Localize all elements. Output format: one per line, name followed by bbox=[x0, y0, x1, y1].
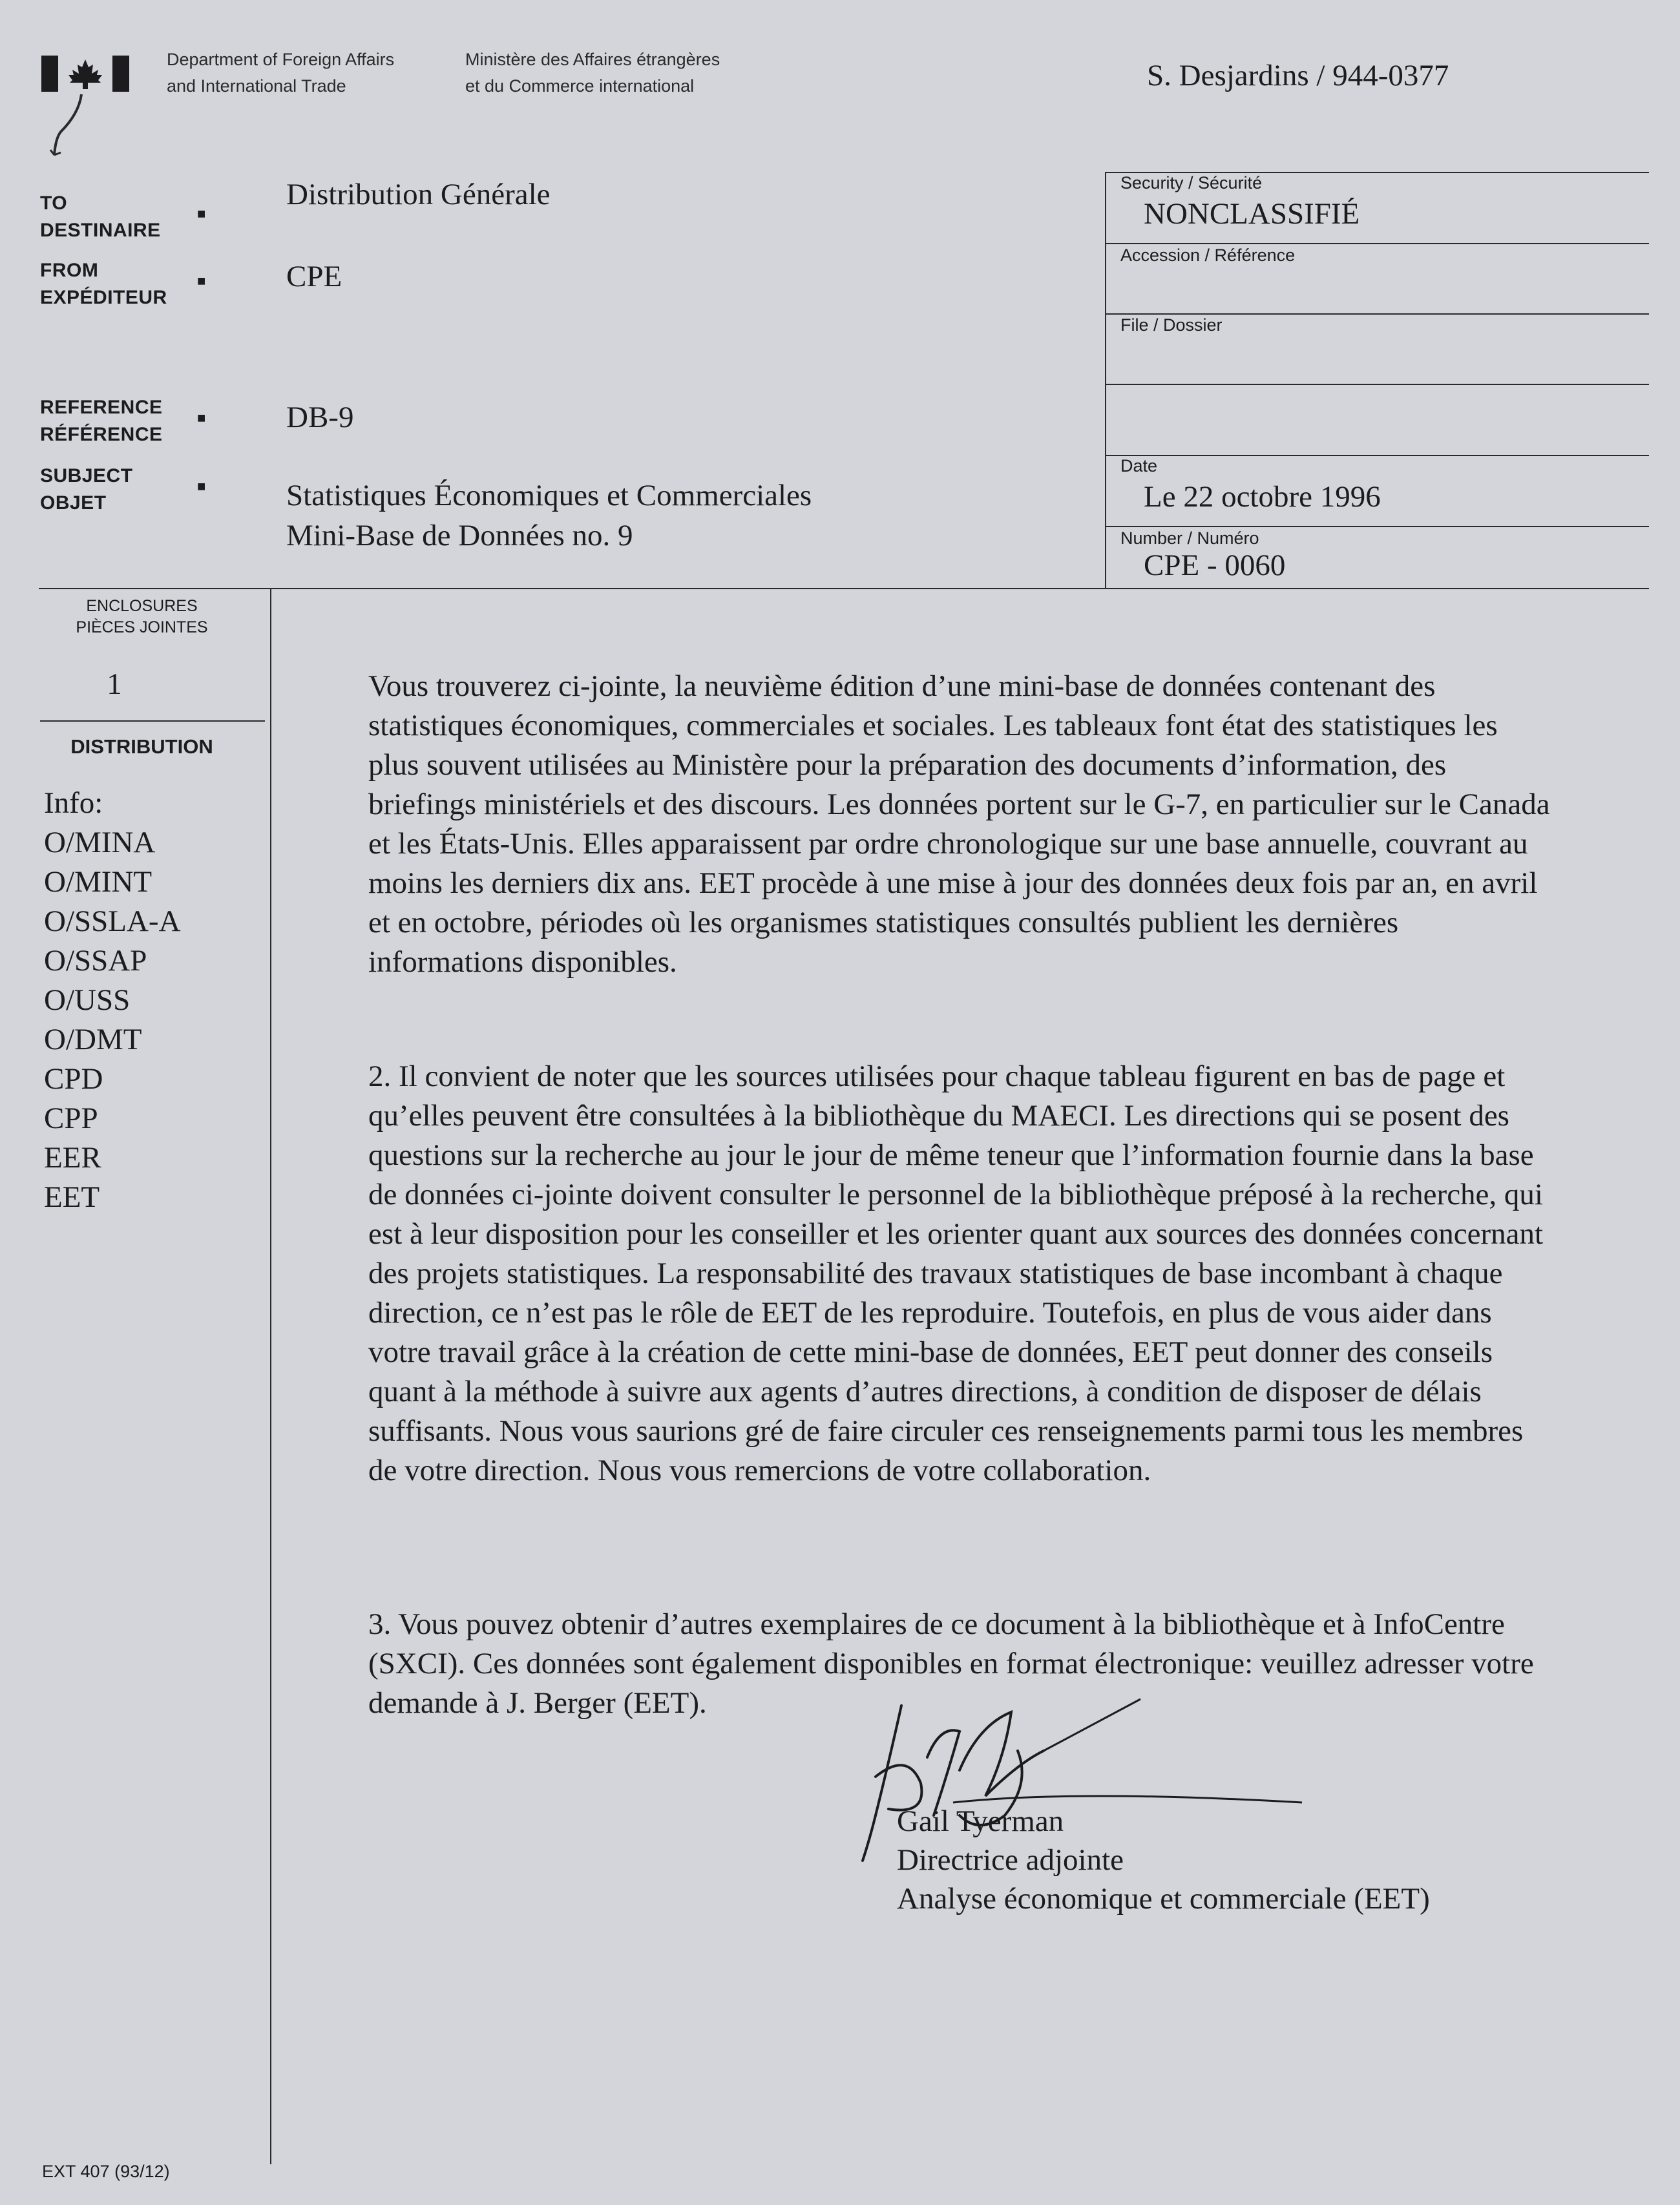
list-item: Info: bbox=[44, 786, 103, 820]
to-label-en: TO bbox=[40, 193, 68, 214]
body-paragraph-2: 2. Il convient de noter que les sources utilisées pour chaque tableau figurent en bas de page et qu’elles peuvent être consultées à la bibliothèque du MAECI. Les directions qui se posent des questions sur la recherche au jour le jour de même teneur que l’information fournie dans la base de données ci-jointe doivent consulter le personnel de la bibliothèque préposé à la recherche, qui est à leur disposition pour les conseiller et les orienter quant aux sources des données concernant des projets statistiques. La responsabilité des travaux statistiques de base incombant à chaque direction, ce n’est pas le rôle de EET de les reproduire. Toutefois, en plus de vous aider dans votre travail grâce à la création de cette mini-base de données, EET peut donner des conseils quant à la méthode à suivre aux agents d’autres directions, à condition de disposer de délais suffisants. Nous vous saurions gré de faire circuler ces renseignements parmi tous les membres de votre direction. Nous vous remercions de votre collaboration. bbox=[368, 1060, 1544, 1487]
subject-label bbox=[40, 463, 133, 517]
list-item: O/DMT bbox=[44, 1023, 142, 1056]
to-label-fr: DESTINAIRE bbox=[40, 220, 161, 241]
list-item: CPD bbox=[44, 1062, 103, 1096]
file-label: File / Dossier bbox=[1120, 315, 1223, 335]
dept-fr-line2: et du Commerce international bbox=[465, 76, 695, 96]
info-box-divider bbox=[1105, 243, 1649, 244]
from-bullet: ■ bbox=[197, 273, 206, 289]
info-box-divider bbox=[1105, 313, 1649, 315]
form-code: EXT 407 (93/12) bbox=[42, 2162, 170, 2181]
accession-label: Accession / Référence bbox=[1120, 246, 1296, 265]
info-box-divider bbox=[1105, 455, 1649, 456]
security-label: Security / Sécurité bbox=[1120, 173, 1263, 193]
signatory-name: Gail Tyerman bbox=[897, 1804, 1064, 1838]
dept-en-line1: Department of Foreign Affairs bbox=[167, 50, 395, 69]
from-label bbox=[40, 257, 167, 311]
list-item: CPP bbox=[44, 1102, 98, 1135]
list-item: O/MINA bbox=[44, 826, 156, 859]
signatory-title: Directrice adjointe bbox=[897, 1843, 1124, 1877]
list-item: O/SSAP bbox=[44, 944, 147, 977]
distribution-label: DISTRIBUTION bbox=[70, 735, 213, 758]
canada-flag-icon bbox=[41, 54, 129, 158]
list-item: O/MINT bbox=[44, 865, 152, 899]
contact-line: S. Desjardins / 944-0377 bbox=[1147, 59, 1449, 92]
sidebar-divider bbox=[270, 589, 271, 2164]
to-bullet: ■ bbox=[197, 205, 206, 222]
enclosures-label-en: ENCLOSURES bbox=[86, 597, 198, 615]
info-box-divider bbox=[1105, 526, 1649, 527]
distribution-list bbox=[44, 784, 181, 1217]
reference-label bbox=[40, 394, 163, 448]
number-value: CPE - 0060 bbox=[1144, 549, 1286, 582]
date-label: Date bbox=[1120, 456, 1158, 475]
body-paragraph-1: Vous trouverez ci-jointe, la neuvième édition d’une mini-base de données contenant des statistiques économiques, commerciales et sociales. Les tableaux font état des statistiques les plus souvent utilisées au Ministère pour la préparation des documents d’information, des briefings ministériels et des discours. Les données portent sur le G-7, en particulier sur le Canada et les États-Unis. Elles apparaissent par ordre chronologique sur une base annuelle, couvrant au moins les derniers dix ans. EET procède à une mise à jour des données deux fois par an, en avril et en octobre, périodes où les organismes statistiques consultés publient les dernières informations disponibles. bbox=[368, 669, 1550, 979]
subject-bullet: ■ bbox=[197, 478, 206, 494]
from-label-fr: EXPÉDITEUR bbox=[40, 287, 167, 308]
dept-en-line2: and International Trade bbox=[167, 76, 346, 96]
department-name-fr bbox=[465, 47, 720, 99]
subject-label-en: SUBJECT bbox=[40, 465, 133, 486]
from-value: CPE bbox=[286, 260, 342, 293]
signatory-unit: Analyse économique et commerciale (EET) bbox=[897, 1882, 1430, 1916]
enclosures-label bbox=[40, 596, 244, 638]
security-value: NONCLASSIFIÉ bbox=[1144, 197, 1360, 231]
list-item: EET bbox=[44, 1180, 100, 1214]
header-divider bbox=[39, 588, 1649, 589]
department-name-en bbox=[167, 47, 394, 99]
to-value: Distribution Générale bbox=[286, 178, 551, 211]
date-value: Le 22 octobre 1996 bbox=[1144, 480, 1381, 514]
reference-bullet: ■ bbox=[197, 410, 206, 426]
from-label-en: FROM bbox=[40, 260, 99, 281]
list-item: EER bbox=[44, 1141, 101, 1175]
body-paragraph-3: 3. Vous pouvez obtenir d’autres exemplaires de ce document à la bibliothèque et à InfoCentre (SXCI). Ces données sont également disponibles en format électronique: veuillez adresser votre demande à J. Berger (EET). bbox=[368, 1607, 1534, 1720]
to-label bbox=[40, 190, 161, 244]
number-label: Number / Numéro bbox=[1120, 528, 1259, 548]
enclosures-label-fr: PIÈCES JOINTES bbox=[76, 618, 208, 636]
reference-label-fr: RÉFÉRENCE bbox=[40, 424, 163, 445]
reference-value: DB-9 bbox=[286, 401, 354, 434]
dept-fr-line1: Ministère des Affaires étrangères bbox=[465, 50, 720, 69]
subject-value bbox=[286, 475, 812, 556]
list-item: O/USS bbox=[44, 983, 131, 1017]
list-item: O/SSLA-A bbox=[44, 904, 181, 938]
subject-line1: Statistiques Économiques et Commerciales bbox=[286, 479, 812, 512]
subject-label-fr: OBJET bbox=[40, 492, 107, 514]
enclosures-value: 1 bbox=[107, 667, 122, 701]
subject-line2: Mini-Base de Données no. 9 bbox=[286, 519, 633, 552]
info-box-divider bbox=[1105, 384, 1649, 385]
sidebar-rule bbox=[40, 720, 265, 722]
reference-label-en: REFERENCE bbox=[40, 397, 163, 418]
